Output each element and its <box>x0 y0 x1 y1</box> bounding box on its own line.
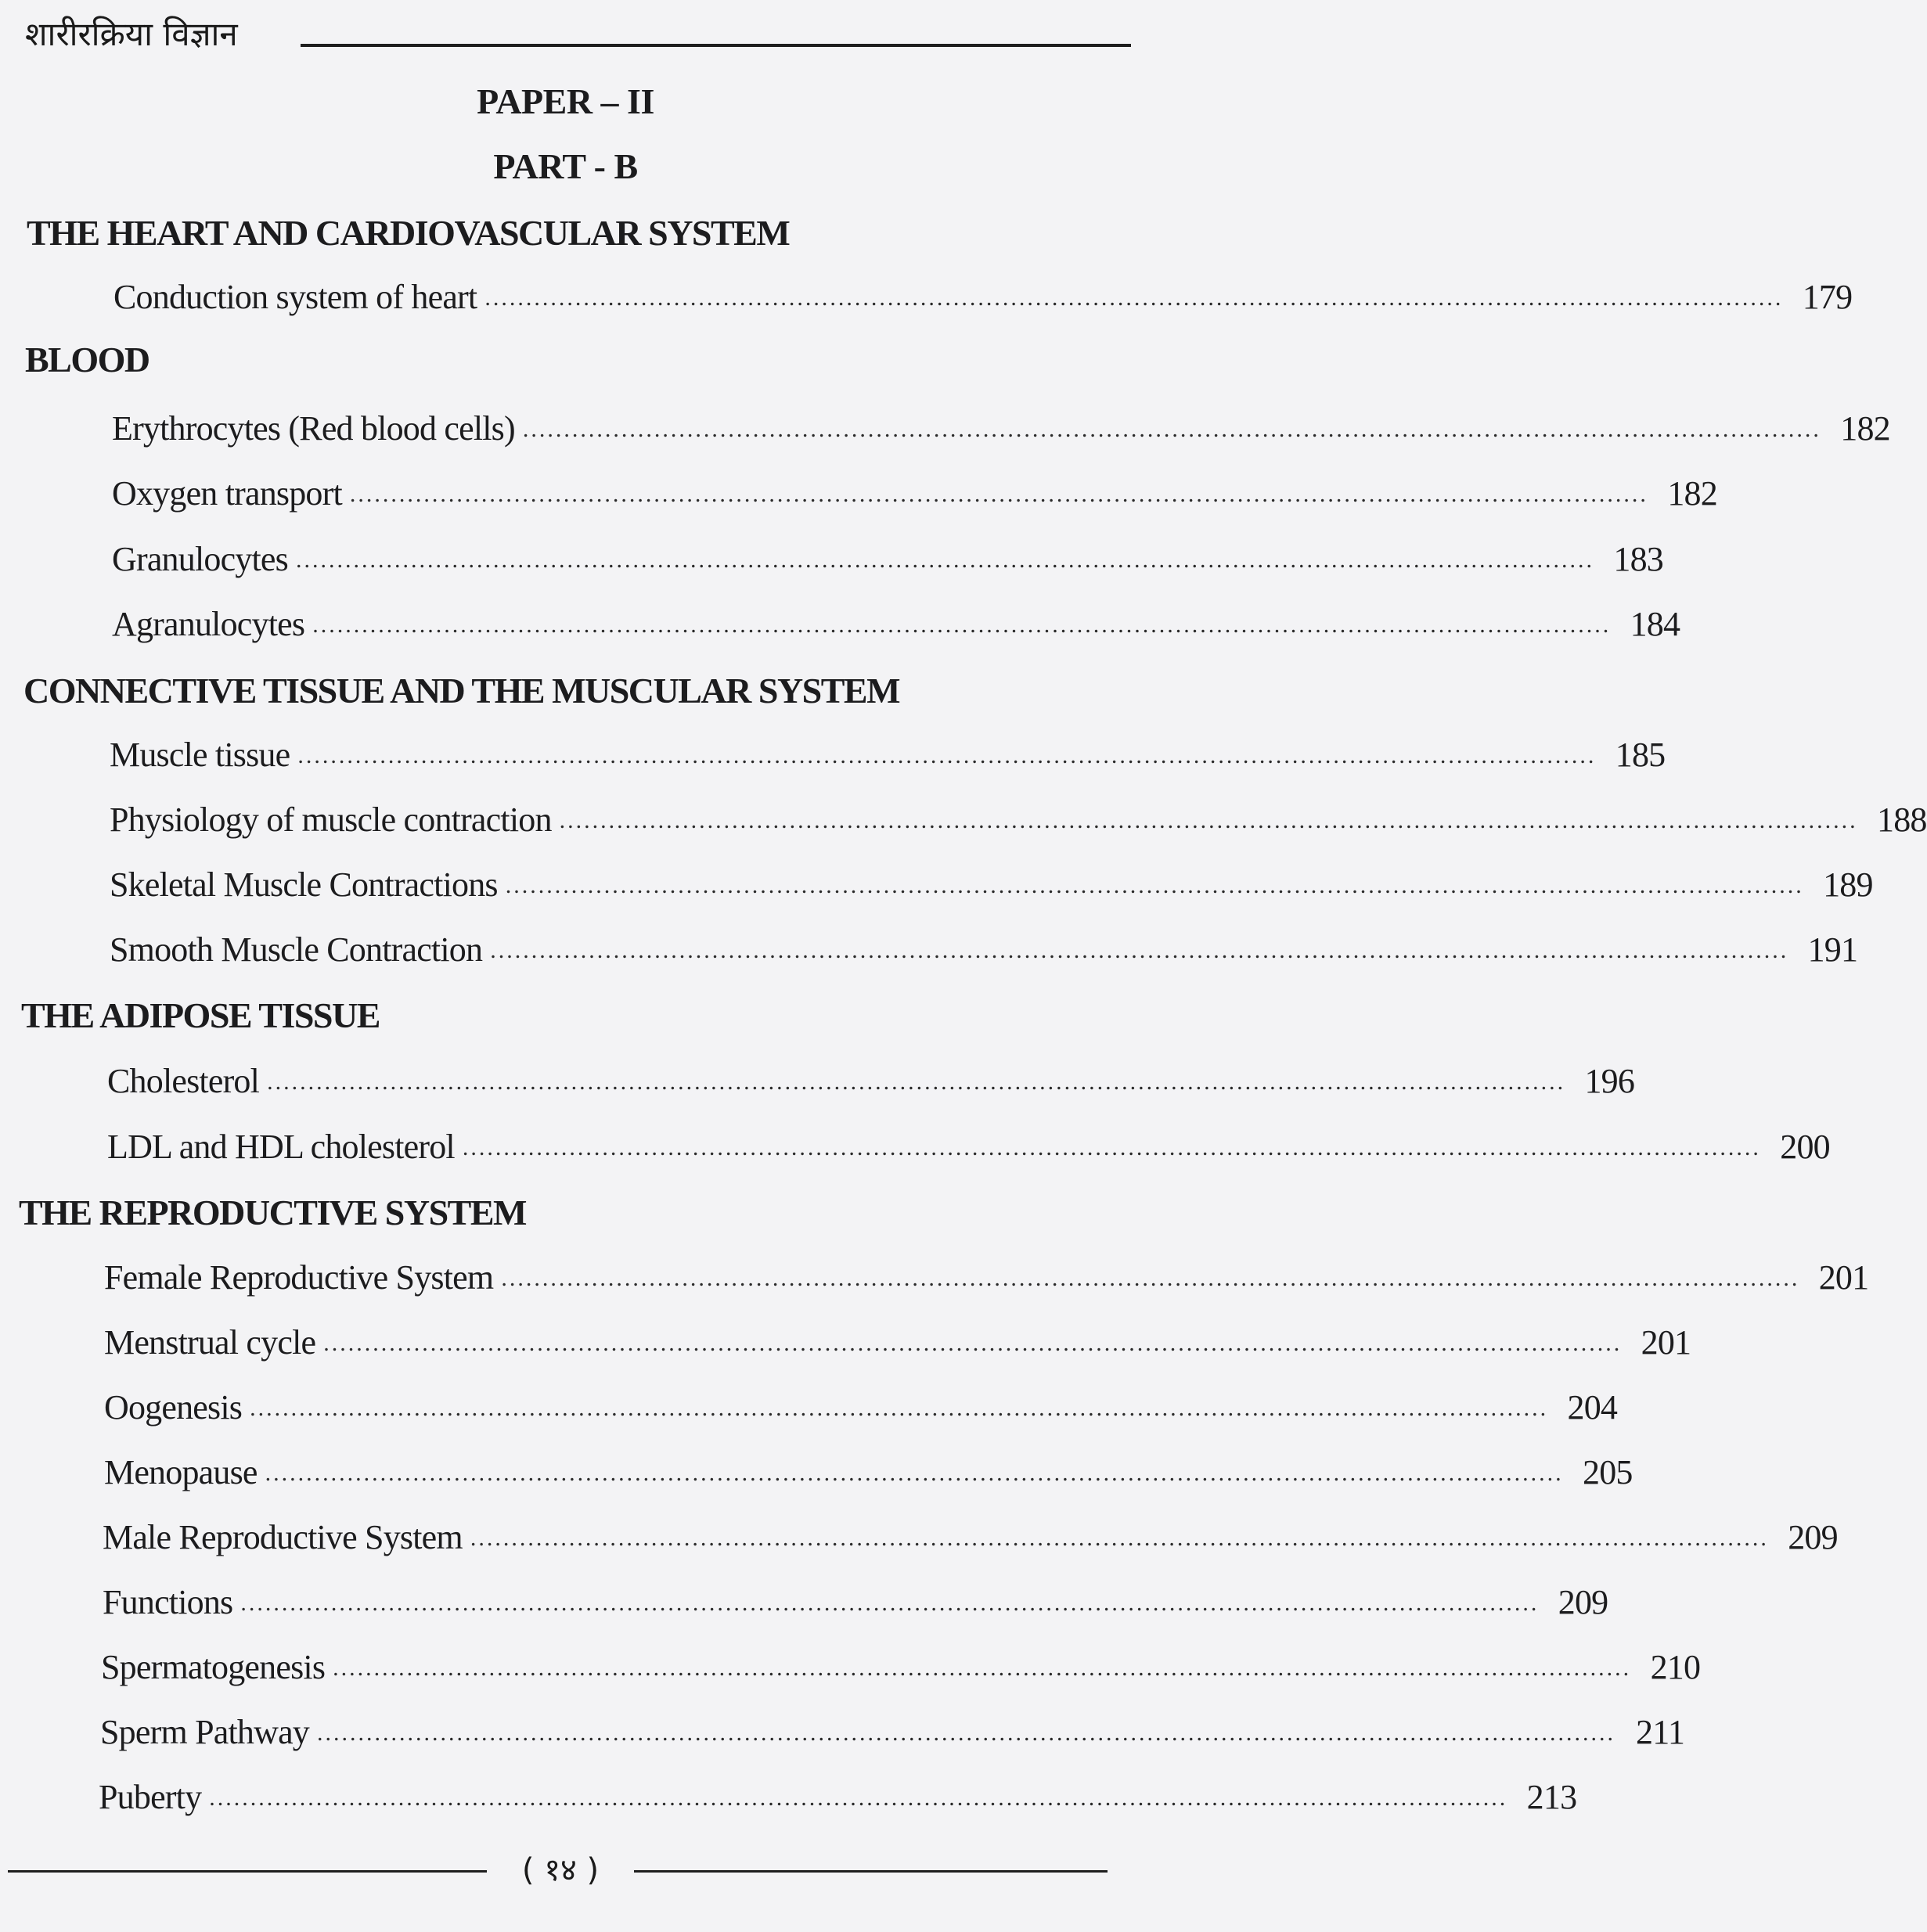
entry-title: Smooth Muscle Contraction <box>110 930 483 969</box>
entry-title: LDL and HDL cholesterol <box>107 1128 455 1166</box>
toc-entry[interactable] <box>110 797 1927 844</box>
toc-entry[interactable] <box>99 1774 1577 1821</box>
dot-leader: .............................................................................................................................................................. <box>267 1069 1566 1095</box>
dot-leader: .............................................................................................................................................................. <box>297 743 1597 768</box>
toc-entry[interactable] <box>104 1384 1618 1431</box>
dot-leader: .............................................................................................................................................................. <box>490 937 1789 963</box>
toc-entry[interactable] <box>100 1709 1685 1756</box>
dot-leader: .............................................................................................................................................................. <box>559 808 1858 833</box>
dot-leader: .............................................................................................................................................................. <box>484 285 1784 311</box>
entry-title: Female Reproductive System <box>104 1258 494 1297</box>
page-footer <box>8 1839 1108 1901</box>
running-header <box>25 11 1131 58</box>
toc-entry[interactable] <box>107 1124 1830 1171</box>
entry-title: Oxygen transport <box>112 474 342 513</box>
toc-entry[interactable] <box>104 1449 1633 1496</box>
paper-heading: PAPER – II <box>477 81 654 121</box>
toc-entry[interactable] <box>112 601 1680 648</box>
header-rule <box>301 44 1131 47</box>
entry-page-number: 179 <box>1802 278 1853 316</box>
entry-title: Functions <box>103 1583 233 1621</box>
dot-leader: .............................................................................................................................................................. <box>296 547 1594 573</box>
entry-title: Skeletal Muscle Contractions <box>110 865 498 904</box>
toc-entry[interactable] <box>104 1254 1869 1301</box>
entry-title: Male Reproductive System <box>103 1518 463 1556</box>
entry-title: Sperm Pathway <box>100 1713 310 1751</box>
toc-entry[interactable] <box>110 732 1666 779</box>
dot-leader: .............................................................................................................................................................. <box>265 1460 1564 1486</box>
entry-title: Granulocytes <box>112 540 288 578</box>
entry-page-number: 205 <box>1583 1453 1633 1491</box>
entry-title: Menopause <box>104 1453 258 1491</box>
section-heading: THE REPRODUCTIVE SYSTEM <box>19 1193 526 1232</box>
dot-leader: .............................................................................................................................................................. <box>250 1395 1549 1421</box>
entry-page-number: 196 <box>1584 1062 1635 1100</box>
entry-page-number: 182 <box>1667 474 1717 513</box>
book-title: शारीरक्रिया विज्ञान <box>25 15 238 53</box>
dot-leader: .............................................................................................................................................................. <box>505 872 1804 898</box>
dot-leader: .............................................................................................................................................................. <box>462 1135 1761 1160</box>
entry-title: Erythrocytes (Red blood cells) <box>112 409 515 448</box>
entry-page-number: 189 <box>1823 865 1873 904</box>
entry-title: Agranulocytes <box>112 605 305 643</box>
toc-entry[interactable] <box>103 1579 1608 1626</box>
entry-page-number: 200 <box>1780 1128 1830 1166</box>
entry-title: Conduction system of heart <box>113 278 477 316</box>
entry-page-number: 184 <box>1630 605 1680 643</box>
toc-entry[interactable] <box>107 1058 1635 1105</box>
entry-title: Muscle tissue <box>110 736 290 774</box>
entry-page-number: 209 <box>1558 1583 1608 1621</box>
dot-leader: .............................................................................................................................................................. <box>349 481 1648 507</box>
entry-page-number: 201 <box>1641 1323 1691 1362</box>
entry-page-number: 201 <box>1818 1258 1869 1297</box>
dot-leader: .............................................................................................................................................................. <box>209 1785 1508 1811</box>
entry-title: Cholesterol <box>107 1062 260 1100</box>
dot-leader: .............................................................................................................................................................. <box>501 1265 1800 1291</box>
entry-page-number: 182 <box>1840 409 1890 448</box>
entry-title: Physiology of muscle contraction <box>110 801 552 839</box>
toc-entry[interactable] <box>110 862 1873 908</box>
toc-entry[interactable] <box>104 1319 1691 1366</box>
toc-entry[interactable] <box>112 470 1717 517</box>
section-heading: BLOOD <box>25 340 149 380</box>
entry-page-number: 210 <box>1650 1648 1701 1686</box>
entry-page-number: 191 <box>1807 930 1858 969</box>
section-heading: THE ADIPOSE TISSUE <box>21 995 380 1035</box>
part-heading: PART - B <box>493 146 638 186</box>
dot-leader: .............................................................................................................................................................. <box>312 612 1612 638</box>
toc-entry[interactable] <box>112 405 1890 452</box>
toc-entry[interactable] <box>112 536 1663 583</box>
entry-page-number: 211 <box>1636 1713 1685 1751</box>
footer-rule-right <box>634 1870 1108 1873</box>
entry-page-number: 204 <box>1567 1388 1618 1427</box>
section-heading: CONNECTIVE TISSUE AND THE MUSCULAR SYSTEM <box>23 671 900 711</box>
section-heading: THE HEART AND CARDIOVASCULAR SYSTEM <box>27 213 790 253</box>
toc-entry[interactable] <box>101 1644 1701 1691</box>
entry-title: Menstrual cycle <box>104 1323 316 1362</box>
toc-entry[interactable] <box>110 926 1858 973</box>
entry-page-number: 185 <box>1615 736 1666 774</box>
dot-leader: .............................................................................................................................................................. <box>317 1720 1616 1746</box>
entry-title: Puberty <box>99 1778 202 1816</box>
entry-page-number: 183 <box>1613 540 1663 578</box>
toc-entry[interactable] <box>103 1514 1838 1561</box>
toc-entry[interactable] <box>113 274 1853 321</box>
entry-page-number: 209 <box>1788 1518 1838 1556</box>
entry-title: Oogenesis <box>104 1388 243 1427</box>
dot-leader: .............................................................................................................................................................. <box>323 1330 1623 1356</box>
footer-rule-left <box>8 1870 487 1873</box>
dot-leader: .............................................................................................................................................................. <box>470 1525 1769 1551</box>
entry-page-number: 213 <box>1526 1778 1577 1816</box>
entry-page-number: 188 <box>1877 801 1927 839</box>
dot-leader: .............................................................................................................................................................. <box>522 416 1821 442</box>
dot-leader: .............................................................................................................................................................. <box>240 1590 1540 1616</box>
entry-title: Spermatogenesis <box>101 1648 326 1686</box>
folio-page-number: ( १४ ) <box>521 1852 600 1888</box>
dot-leader: .............................................................................................................................................................. <box>333 1655 1632 1681</box>
